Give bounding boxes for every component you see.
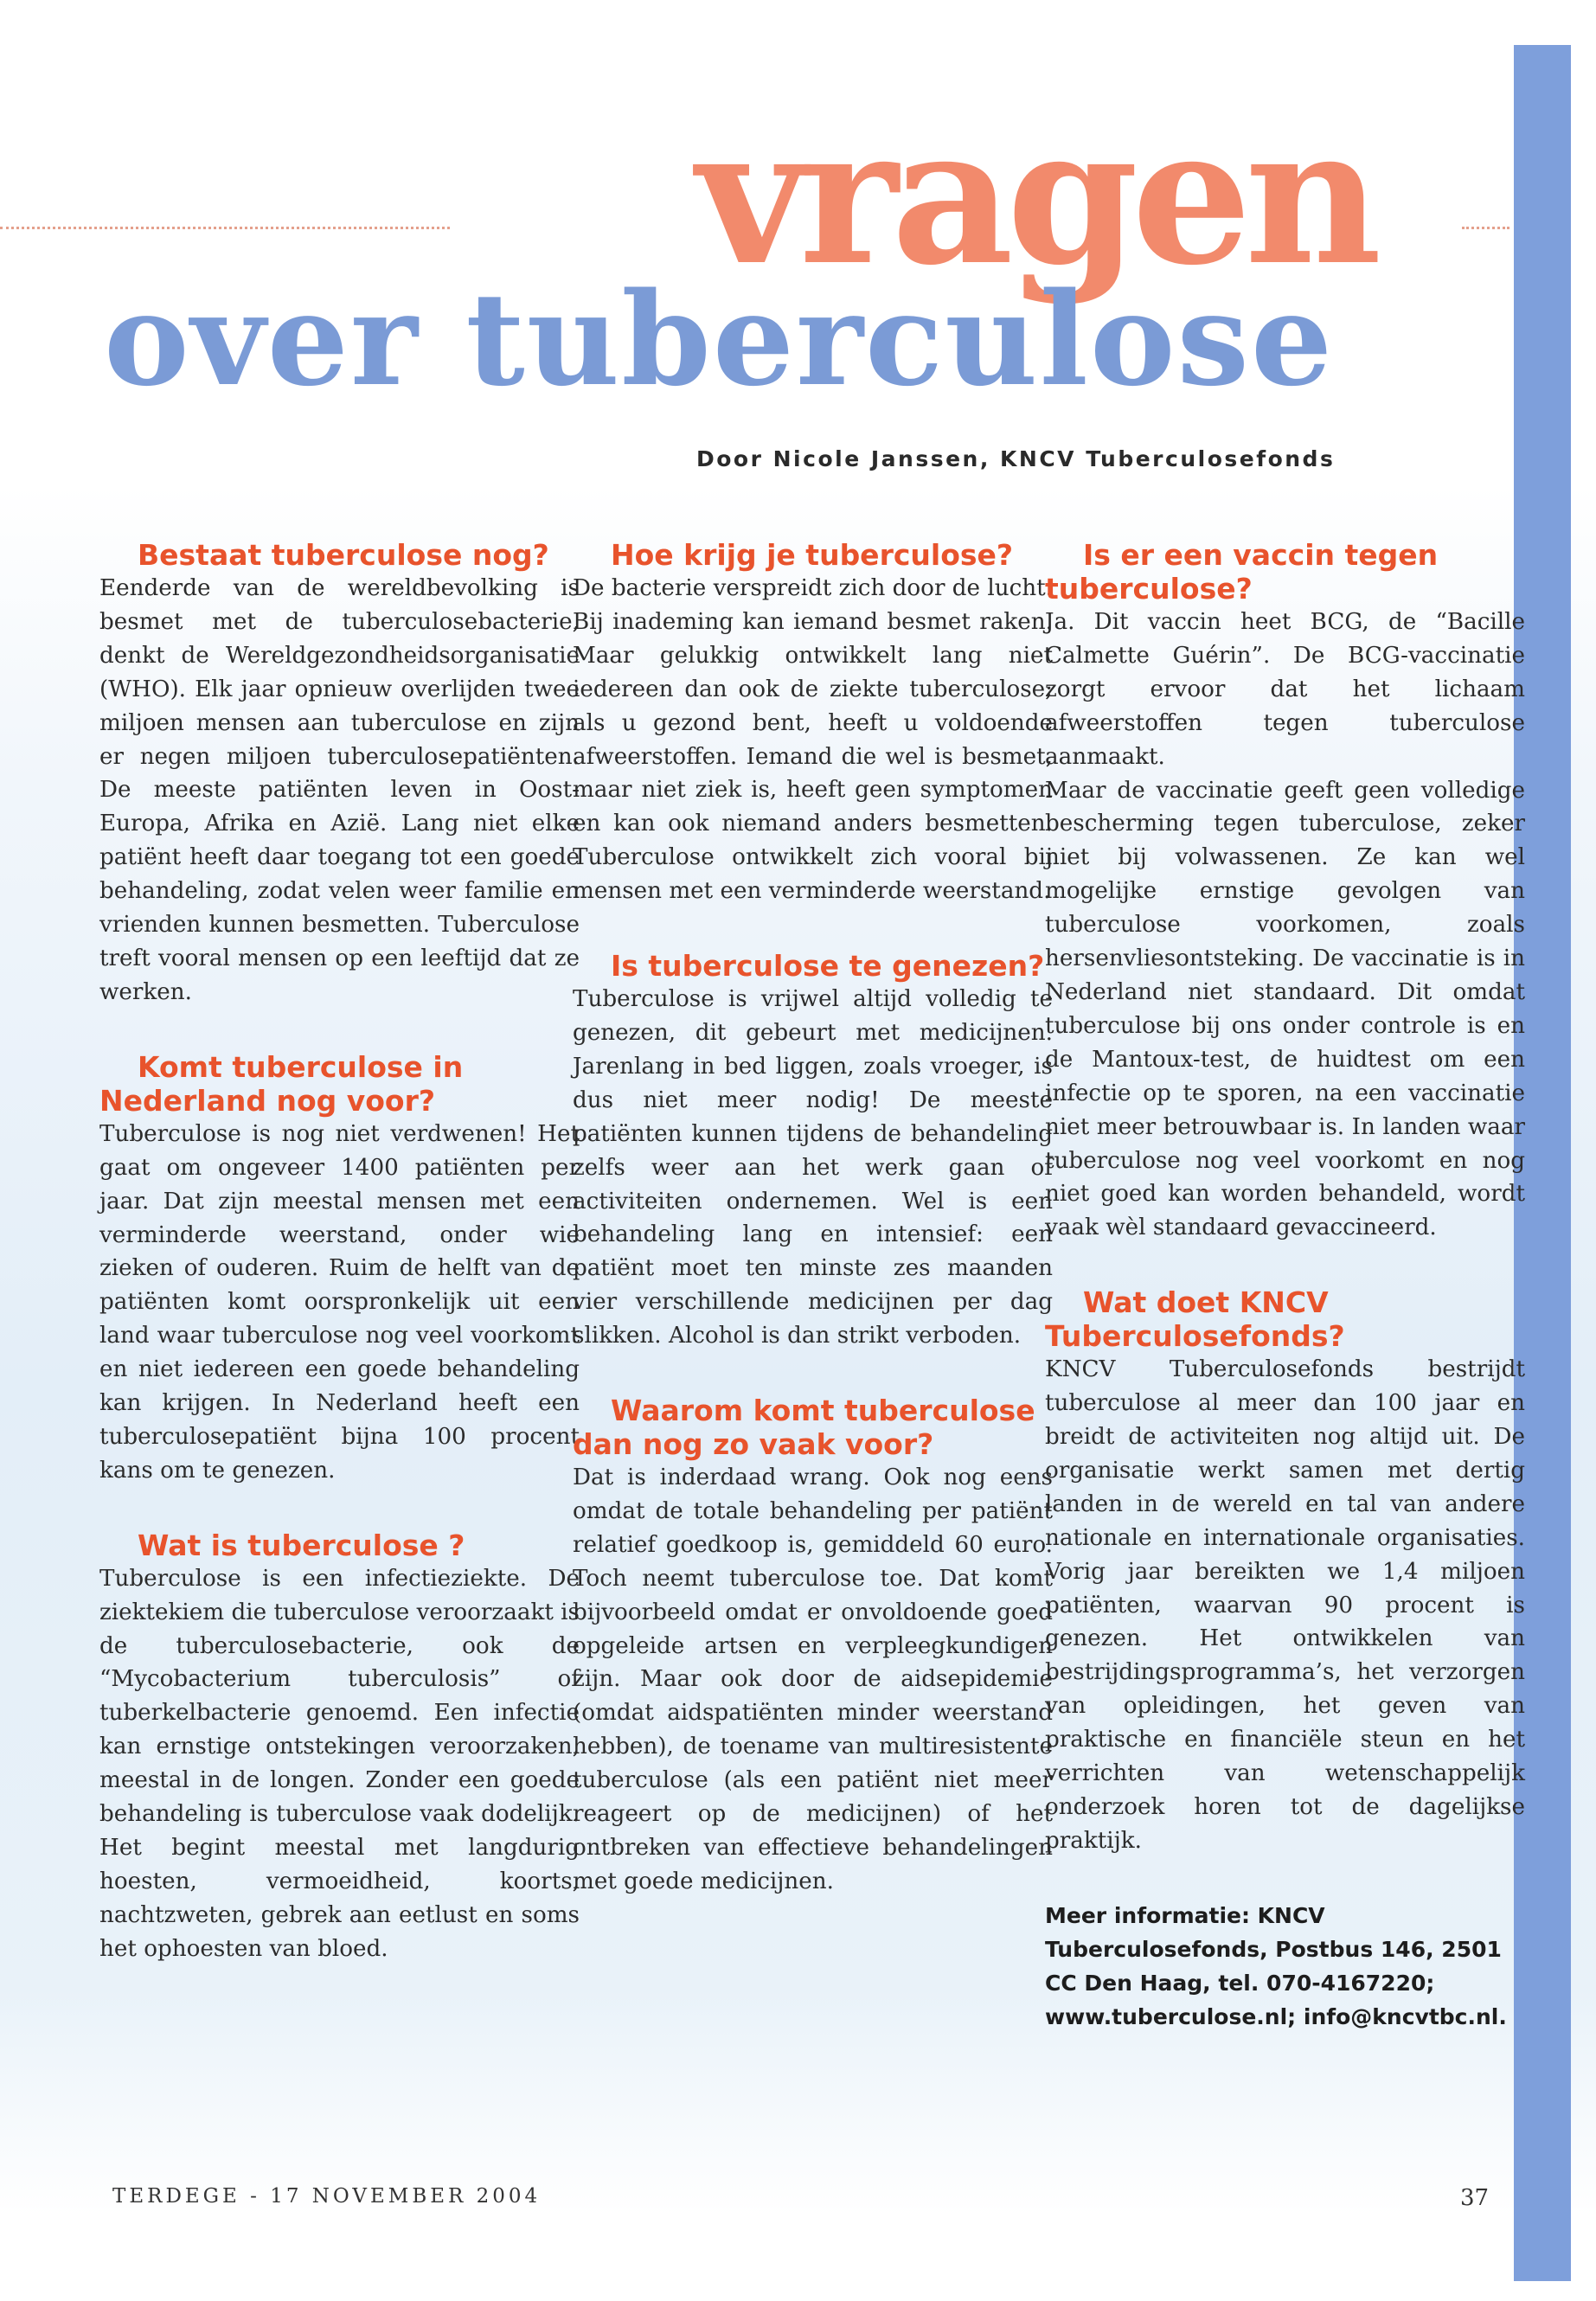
- section-body: Tuberculose is een infectieziekte. De ziektekiem die tuberculose veroorzaakt is de tuberculosebacterie, ook de “Mycobacterium tuberculosis” of tuberkelbacterie genoemd. Een infectie kan ernstige ontstekingen veroorzaken, meestal in de longen. Zonder een goede behandeling is tuberculose vaak dodelijk. Het begint meestal met langdurig hoesten, vermoeidheid, koorts, nachtzweten, gebrek aan eetlust en soms het ophoesten van bloed.: [99, 1565, 580, 1962]
- section-heading: Wat is tuberculose ?: [138, 1528, 465, 1562]
- section-body: Maar de vaccinatie geeft geen volledige bescherming tegen tuberculose, zeker niet bij volwassenen. Ze kan wel mogelijke ernstige gevolgen van tuberculose voorkomen, zoals hersenvliesontsteking. De vaccinatie is in Nederland niet standaard. Dit omdat tuberculose bij ons onder controle is en de Mantoux-test, de huidtest om een infectie op te sporen, na een vaccinatie niet meer betrouwbaar is. In landen waar tuberculose nog veel voorkomt en nog niet goed kan worden behandeld, wordt vaak wèl standaard gevaccineerd.: [1045, 777, 1525, 1241]
- article-section: [1045, 1285, 1525, 1858]
- column-3: [1045, 538, 1525, 2034]
- section-heading: Wat doet KNCV Tuberculosefonds?: [1045, 1285, 1345, 1354]
- article-section: [1045, 538, 1525, 1245]
- section-body: Tuberculose is nog niet verdwenen! Het gaat om ongeveer 1400 patiënten per jaar. Dat zijn meestal mensen met een verminderde weerstand, onder wie zieken of ouderen. Ruim de helft van de patiënten komt oorspronkelijk uit een land waar tuberculose nog veel voorkomt en niet iedereen een goede behandeling kan krijgen. In Nederland heeft een tuberculosepatiënt bijna 100 procent kans om te genezen.: [99, 1120, 580, 1484]
- article-section: [99, 1050, 580, 1488]
- title-word-vragen: vragen: [696, 86, 1375, 307]
- article-section: [99, 1529, 580, 1966]
- section-body: KNCV Tuberculosefonds bestrijdt tuberculose al meer dan 100 jaar en breidt de activiteiten nog altijd uit. De organisatie werkt samen met dertig landen in de wereld en tal van andere nationale en internationale organisaties. Vorig jaar bereikten we 1,4 miljoen patiënten, waarvan 90 procent is genezen. Het ontwikkelen van bestrijdingsprogramma’s, het verzorgen van opleidingen, het geven van praktische en financiële steun en het verrichten van wetenschappelijk onderzoek horen tot de dagelijkse praktijk.: [1045, 1356, 1525, 1854]
- page-number: 37: [1460, 2185, 1490, 2211]
- byline: Door Nicole Janssen, KNCV Tuberculosefonds: [696, 446, 1336, 471]
- section-heading: Waarom komt tuberculose dan nog zo vaak voor?: [573, 1394, 1035, 1462]
- article-section: [573, 538, 1053, 908]
- footer-publication: TERDEGE - 17 NOVEMBER 2004: [112, 2185, 542, 2208]
- section-heading: Bestaat tuberculose nog?: [138, 538, 549, 572]
- article-section: [573, 949, 1053, 1353]
- title-line-over-tuberculose: over tuberculose: [104, 264, 1335, 414]
- section-heading: Komt tuberculose in Nederland nog voor?: [99, 1049, 464, 1118]
- title-dotted-rule-right: [1462, 227, 1509, 229]
- title-dotted-rule-left: [0, 227, 450, 229]
- more-info-contact: Meer informatie: KNCV Tuberculosefonds, Postbus 146, 2501 CC Den Haag, tel. 070-4167220; www.tuberculose.nl; info@kncvtbc.nl.: [1045, 1902, 1507, 2029]
- section-heading: Is tuberculose te genezen?: [611, 949, 1045, 984]
- article-section: [573, 1394, 1053, 1899]
- section-body: Dat is inderdaad wrang. Ook nog eens omdat de totale behandeling per patiënt relatief goedkoop is, gemiddeld 60 euro. Toch neemt tuberculose toe. Dat komt bijvoorbeeld omdat er onvoldoende goed opgeleide artsen en verpleegkundigen zijn. Maar ook door de aidsepidemie (omdat aidspatiënten minder weerstand hebben), de toename van multiresistente tuberculose (als een patiënt niet meer reageert op de medicijnen) of het ontbreken van effectieve behandelingen met goede medicijnen.: [573, 1465, 1053, 1894]
- section-body: Ja. Dit vaccin heet BCG, de “Bacille Calmette Guérin”. De BCG-vaccinatie zorgt ervoor dat het lichaam afweerstoffen tegen tuberculose aanmaakt.: [1045, 609, 1525, 770]
- column-2: [573, 538, 1053, 1939]
- article-section: [99, 538, 580, 1009]
- section-body: Eenderde van de wereldbevolking is besmet met de tuberculosebacterie, denkt de Wereldgezondheidsorganisatie (WHO). Elk jaar opnieuw overlijden twee miljoen mensen aan tuberculose en zijn er negen miljoen tuberculosepatiënten. De meeste patiënten leven in Oost-Europa, Afrika en Azië. Lang niet elke patiënt heeft daar toegang tot een goede behandeling, zodat velen weer familie en vrienden kunnen besmetten. Tuberculose treft vooral mensen op een leeftijd dat ze werken.: [99, 575, 580, 1005]
- section-heading: Is er een vaccin tegen tuberculose?: [1045, 538, 1439, 606]
- section-heading: Hoe krijg je tuberculose?: [611, 538, 1014, 572]
- column-1: [99, 538, 580, 2007]
- section-body: De bacterie verspreidt zich door de lucht. Bij inademing kan iemand besmet raken. Maar gelukkig ontwikkelt lang niet iedereen dan ook de ziekte tuberculose; als u gezond bent, heeft u voldoende afweerstoffen. Iemand die wel is besmet, maar niet ziek is, heeft geen symptomen en kan ook niemand anders besmetten. Tuberculose ontwikkelt zich vooral bij mensen met een verminderde weerstand.: [573, 575, 1053, 905]
- section-body: Tuberculose is vrijwel altijd volledig te genezen, dit gebeurt met medicijnen. Jarenlang in bed liggen, zoals vroeger, is dus niet meer nodig! De meeste patiënten kunnen tijdens de behandeling zelfs weer aan het werk gaan of activiteiten ondernemen. Wel is een behandeling lang en intensief: een patiënt moet ten minste zes maanden vier verschillende medicijnen per dag slikken. Alcohol is dan strikt verboden.: [573, 986, 1053, 1349]
